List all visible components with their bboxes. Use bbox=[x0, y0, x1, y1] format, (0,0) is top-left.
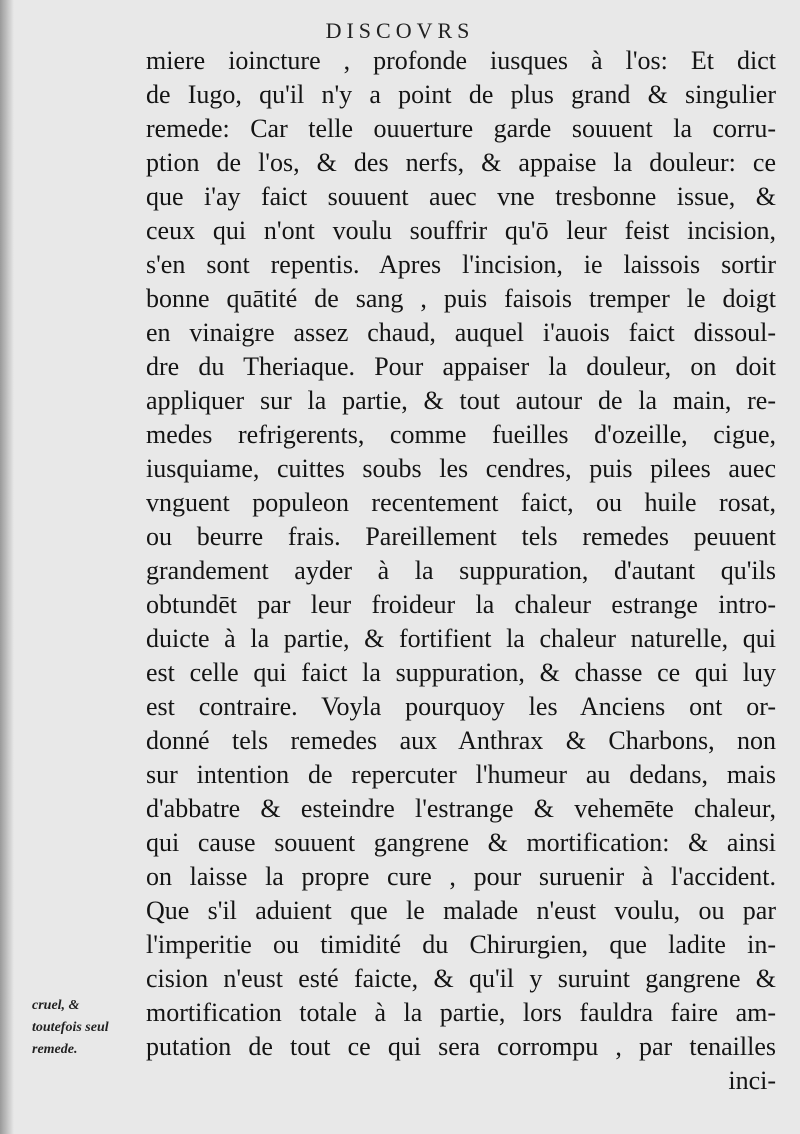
text-line: donné tels remedes aux Anthrax & Charbons, non bbox=[146, 726, 776, 755]
running-head: DISCOVRS bbox=[325, 18, 475, 43]
text-line: de Iugo, qu'il n'y a point de plus grand & singulier bbox=[146, 80, 776, 109]
text-line: ou beurre frais. Pareillement tels remedes peuuent bbox=[146, 522, 776, 551]
text-line: ption de l'os, & des nerfs, & appaise la douleur: ce bbox=[146, 148, 776, 177]
text-line: iusquiame, cuittes soubs les cendres, puis pilees auec bbox=[146, 454, 776, 483]
text-line: grandement ayder à la suppuration, d'autant qu'ils bbox=[146, 556, 776, 585]
text-line: est contraire. Voyla pourquoy les Anciens ont or- bbox=[146, 692, 776, 721]
text-line: ceux qui n'ont voulu souffrir qu'ō leur feist incision, bbox=[146, 216, 776, 245]
text-line: miere ioincture , profonde iusques à l'os: Et dict bbox=[146, 46, 776, 75]
text-line: vnguent populeon recentement faict, ou huile rosat, bbox=[146, 488, 776, 517]
text-line: l'imperitie ou timidité du Chirurgien, que ladite in- bbox=[146, 930, 776, 959]
catchword: inci- bbox=[728, 1066, 776, 1095]
text-line: est celle qui faict la suppuration, & chasse ce qui luy bbox=[146, 658, 776, 687]
margin-note-line: toutefois seul bbox=[32, 1020, 109, 1035]
body-text bbox=[146, 44, 776, 1098]
text-line: mortification totale à la partie, lors fauldra faire am- bbox=[146, 998, 776, 1027]
text-line: bonne quātité de sang , puis faisois tremper le doigt bbox=[146, 284, 776, 313]
page-gutter-shadow bbox=[0, 0, 14, 1134]
margin-note-line: remede. bbox=[32, 1042, 78, 1057]
margin-note-line: cruel, & bbox=[32, 998, 80, 1013]
text-line: remede: Car telle ouuerture garde souuent la corru- bbox=[146, 114, 776, 143]
margin-note bbox=[32, 995, 142, 1061]
text-line: qui cause souuent gangrene & mortification: & ainsi bbox=[146, 828, 776, 857]
text-line: dre du Theriaque. Pour appaiser la douleur, on doit bbox=[146, 352, 776, 381]
text-line: sur intention de repercuter l'humeur au dedans, mais bbox=[146, 760, 776, 789]
text-line: Que s'il aduient que le malade n'eust voulu, ou par bbox=[146, 896, 776, 925]
text-line: appliquer sur la partie, & tout autour de la main, re- bbox=[146, 386, 776, 415]
text-line: putation de tout ce qui sera corrompu , par tenailles bbox=[146, 1032, 776, 1061]
text-line: obtundēt par leur froideur la chaleur estrange intro- bbox=[146, 590, 776, 619]
text-line: cision n'eust esté faicte, & qu'il y suruint gangrene & bbox=[146, 964, 776, 993]
text-line: d'abbatre & esteindre l'estrange & vehemēte chaleur, bbox=[146, 794, 776, 823]
text-line: que i'ay faict souuent auec vne tresbonne issue, & bbox=[146, 182, 776, 211]
text-line: medes refrigerents, comme fueilles d'ozeille, cigue, bbox=[146, 420, 776, 449]
text-line: duicte à la partie, & fortifient la chaleur naturelle, qui bbox=[146, 624, 776, 653]
text-line: s'en sont repentis. Apres l'incision, ie laissois sortir bbox=[146, 250, 776, 279]
text-line: en vinaigre assez chaud, auquel i'auois faict dissoul- bbox=[146, 318, 776, 347]
text-line: on laisse la propre cure , pour suruenir à l'accident. bbox=[146, 862, 776, 891]
